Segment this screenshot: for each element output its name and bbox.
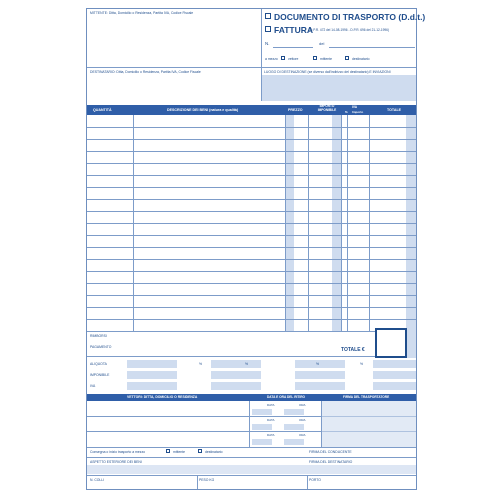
ddt-invoice-form: [86, 8, 426, 490]
luogo-destinazione-label: LUOGO DI DESTINAZIONE (se diverso dall'indirizzo del destinatario) E INVIAZIONI: [264, 70, 391, 74]
destinatario-label: DESTINATARIO: Ditta, Domicilio o Residenza, Partita IVA, Codice Fiscale: [90, 70, 201, 74]
table-row[interactable]: [87, 283, 416, 284]
consegna-mittente-label: mittente: [173, 450, 186, 454]
aspetto-field[interactable]: [87, 465, 416, 474]
summary-top-line: [87, 331, 416, 332]
destinatario-checkbox[interactable]: [345, 56, 349, 60]
firma-conducente-label: FIRMA DEL CONDUCENTE: [309, 450, 352, 454]
table-row[interactable]: [87, 223, 416, 224]
totale-field[interactable]: [375, 328, 407, 358]
ora-field[interactable]: [284, 439, 304, 445]
aliquota-label: ALIQUOTA: [90, 362, 107, 366]
footer-row-line: [87, 447, 416, 448]
numero-field[interactable]: [273, 47, 313, 48]
data-ora-ritiro-label: DATA E ORA DEL RITIRO: [267, 395, 306, 399]
del-label: del: [319, 41, 325, 46]
mittente-checkbox[interactable]: [313, 56, 317, 60]
table-row[interactable]: [87, 259, 416, 260]
iva-field[interactable]: [127, 382, 177, 390]
pct-label: %: [360, 362, 364, 366]
pct-label: %: [199, 362, 203, 366]
ddt-checkbox[interactable]: [265, 13, 271, 19]
items-table: [87, 115, 416, 331]
footer-divider: [197, 475, 198, 489]
col-descrizione: DESCRIZIONE DEI BENI (natura e qualità): [167, 108, 239, 112]
iva-label: IVA: [90, 384, 96, 388]
ora-field[interactable]: [284, 424, 304, 430]
table-row[interactable]: [87, 139, 416, 140]
table-row[interactable]: [87, 187, 416, 188]
col-importo: IMPORTO IMPONIBILE: [317, 104, 337, 112]
luogo-destinazione-field[interactable]: [262, 75, 416, 101]
col-iva: IVA: [352, 105, 358, 109]
pct-label: %: [316, 362, 320, 366]
vettore-checkbox[interactable]: [281, 56, 285, 60]
ddt-title: DOCUMENTO DI TRASPORTO (D.d.t.): [274, 12, 426, 22]
numero-label: N.: [265, 41, 270, 46]
data-field[interactable]: [252, 424, 272, 430]
data-label: DATA: [267, 433, 275, 437]
footer-row-line: [87, 457, 416, 458]
pct-label: %: [245, 362, 249, 366]
footer-header-bar: [87, 394, 416, 401]
destinatario-option-label: destinatario: [352, 57, 370, 61]
porto-label: PORTO: [309, 478, 321, 482]
firma-destinatario-label: FIRMA DEL DESTINATARIO: [309, 460, 353, 464]
table-row[interactable]: [87, 199, 416, 200]
consegna-destinatario-checkbox[interactable]: [198, 449, 202, 453]
iva-field[interactable]: [211, 382, 261, 390]
ora-label: ORA: [299, 418, 306, 422]
aliquota-field[interactable]: [373, 360, 416, 368]
imponibile-field[interactable]: [295, 371, 345, 379]
mittente-label: MITTENTE: Ditta, Domicilio o Residenza, Partita IVA, Codice Fiscale: [90, 11, 194, 15]
data-label: DATA: [267, 403, 275, 407]
table-row[interactable]: [87, 175, 416, 176]
ora-label: ORA: [299, 433, 306, 437]
table-row[interactable]: [87, 235, 416, 236]
header-row-divider: [87, 67, 416, 68]
peso-label: PESO KG: [199, 478, 215, 482]
firma-trasportatore-field[interactable]: [322, 401, 416, 447]
table-row[interactable]: [87, 151, 416, 152]
summary-line: [87, 356, 375, 357]
rimborsi-label: RIMBORSI: [90, 334, 107, 338]
table-row[interactable]: [87, 163, 416, 164]
footer-row-line: [87, 475, 416, 476]
footer-divider: [249, 401, 250, 447]
colli-label: N. COLLI: [90, 478, 105, 482]
aspetto-label: ASPETTO ESTERIORE DEI BENI: [90, 460, 142, 464]
consegna-label: Consegna o inizio trasporto a mezzo: [90, 450, 146, 454]
consegna-destinatario-label: destinatario: [205, 450, 223, 454]
footer-divider: [307, 475, 308, 489]
aliquota-field[interactable]: [211, 360, 261, 368]
ora-field[interactable]: [284, 409, 304, 415]
table-row[interactable]: [87, 247, 416, 248]
table-row[interactable]: [87, 307, 416, 308]
del-field[interactable]: [329, 47, 415, 48]
totale-label: TOTALE €: [341, 347, 365, 353]
table-row[interactable]: [87, 295, 416, 296]
table-row[interactable]: [87, 319, 416, 320]
vettore-label: vettore: [288, 57, 299, 61]
aliquota-field[interactable]: [295, 360, 345, 368]
table-header-bar: [87, 105, 416, 115]
imponibile-label: IMPONIBILE: [90, 373, 110, 377]
col-totale: TOTALE: [387, 108, 402, 112]
vettori-label: VETTORI: DITTA, DOMICILIO O RESIDENZA: [127, 395, 198, 399]
mittente-option-label: mittente: [320, 57, 333, 61]
col-quantita: QUANTITÀ: [93, 108, 112, 112]
data-field[interactable]: [252, 409, 272, 415]
iva-field[interactable]: [373, 382, 416, 390]
fattura-checkbox[interactable]: [265, 26, 271, 32]
aliquota-field[interactable]: [127, 360, 177, 368]
imponibile-field[interactable]: [127, 371, 177, 379]
table-row[interactable]: [87, 271, 416, 272]
data-field[interactable]: [252, 439, 272, 445]
fattura-title: FATTURA: [274, 25, 314, 35]
col-iva-pct: %: [345, 110, 348, 114]
consegna-mittente-checkbox[interactable]: [166, 449, 170, 453]
firma-trasportatore-label: FIRMA DEL TRASPORTATORE: [343, 395, 390, 399]
fattura-reference: (D.P.R. 472 del 14-08-1996 - D.P.R. 696 del 21-12-1996): [309, 28, 389, 32]
totale-field-shade: [407, 328, 416, 358]
table-row[interactable]: [87, 211, 416, 212]
imponibile-field[interactable]: [211, 371, 261, 379]
ora-label: ORA: [299, 403, 306, 407]
col-prezzo: PREZZO: [288, 108, 303, 112]
col-iva-importo: Importo: [352, 110, 364, 114]
iva-field[interactable]: [295, 382, 345, 390]
pagamento-label: PAGAMENTO: [90, 345, 112, 349]
imponibile-field[interactable]: [373, 371, 416, 379]
table-row[interactable]: [87, 127, 416, 128]
a-mezzo-label: a mezzo: [265, 57, 278, 61]
data-label: DATA: [267, 418, 275, 422]
